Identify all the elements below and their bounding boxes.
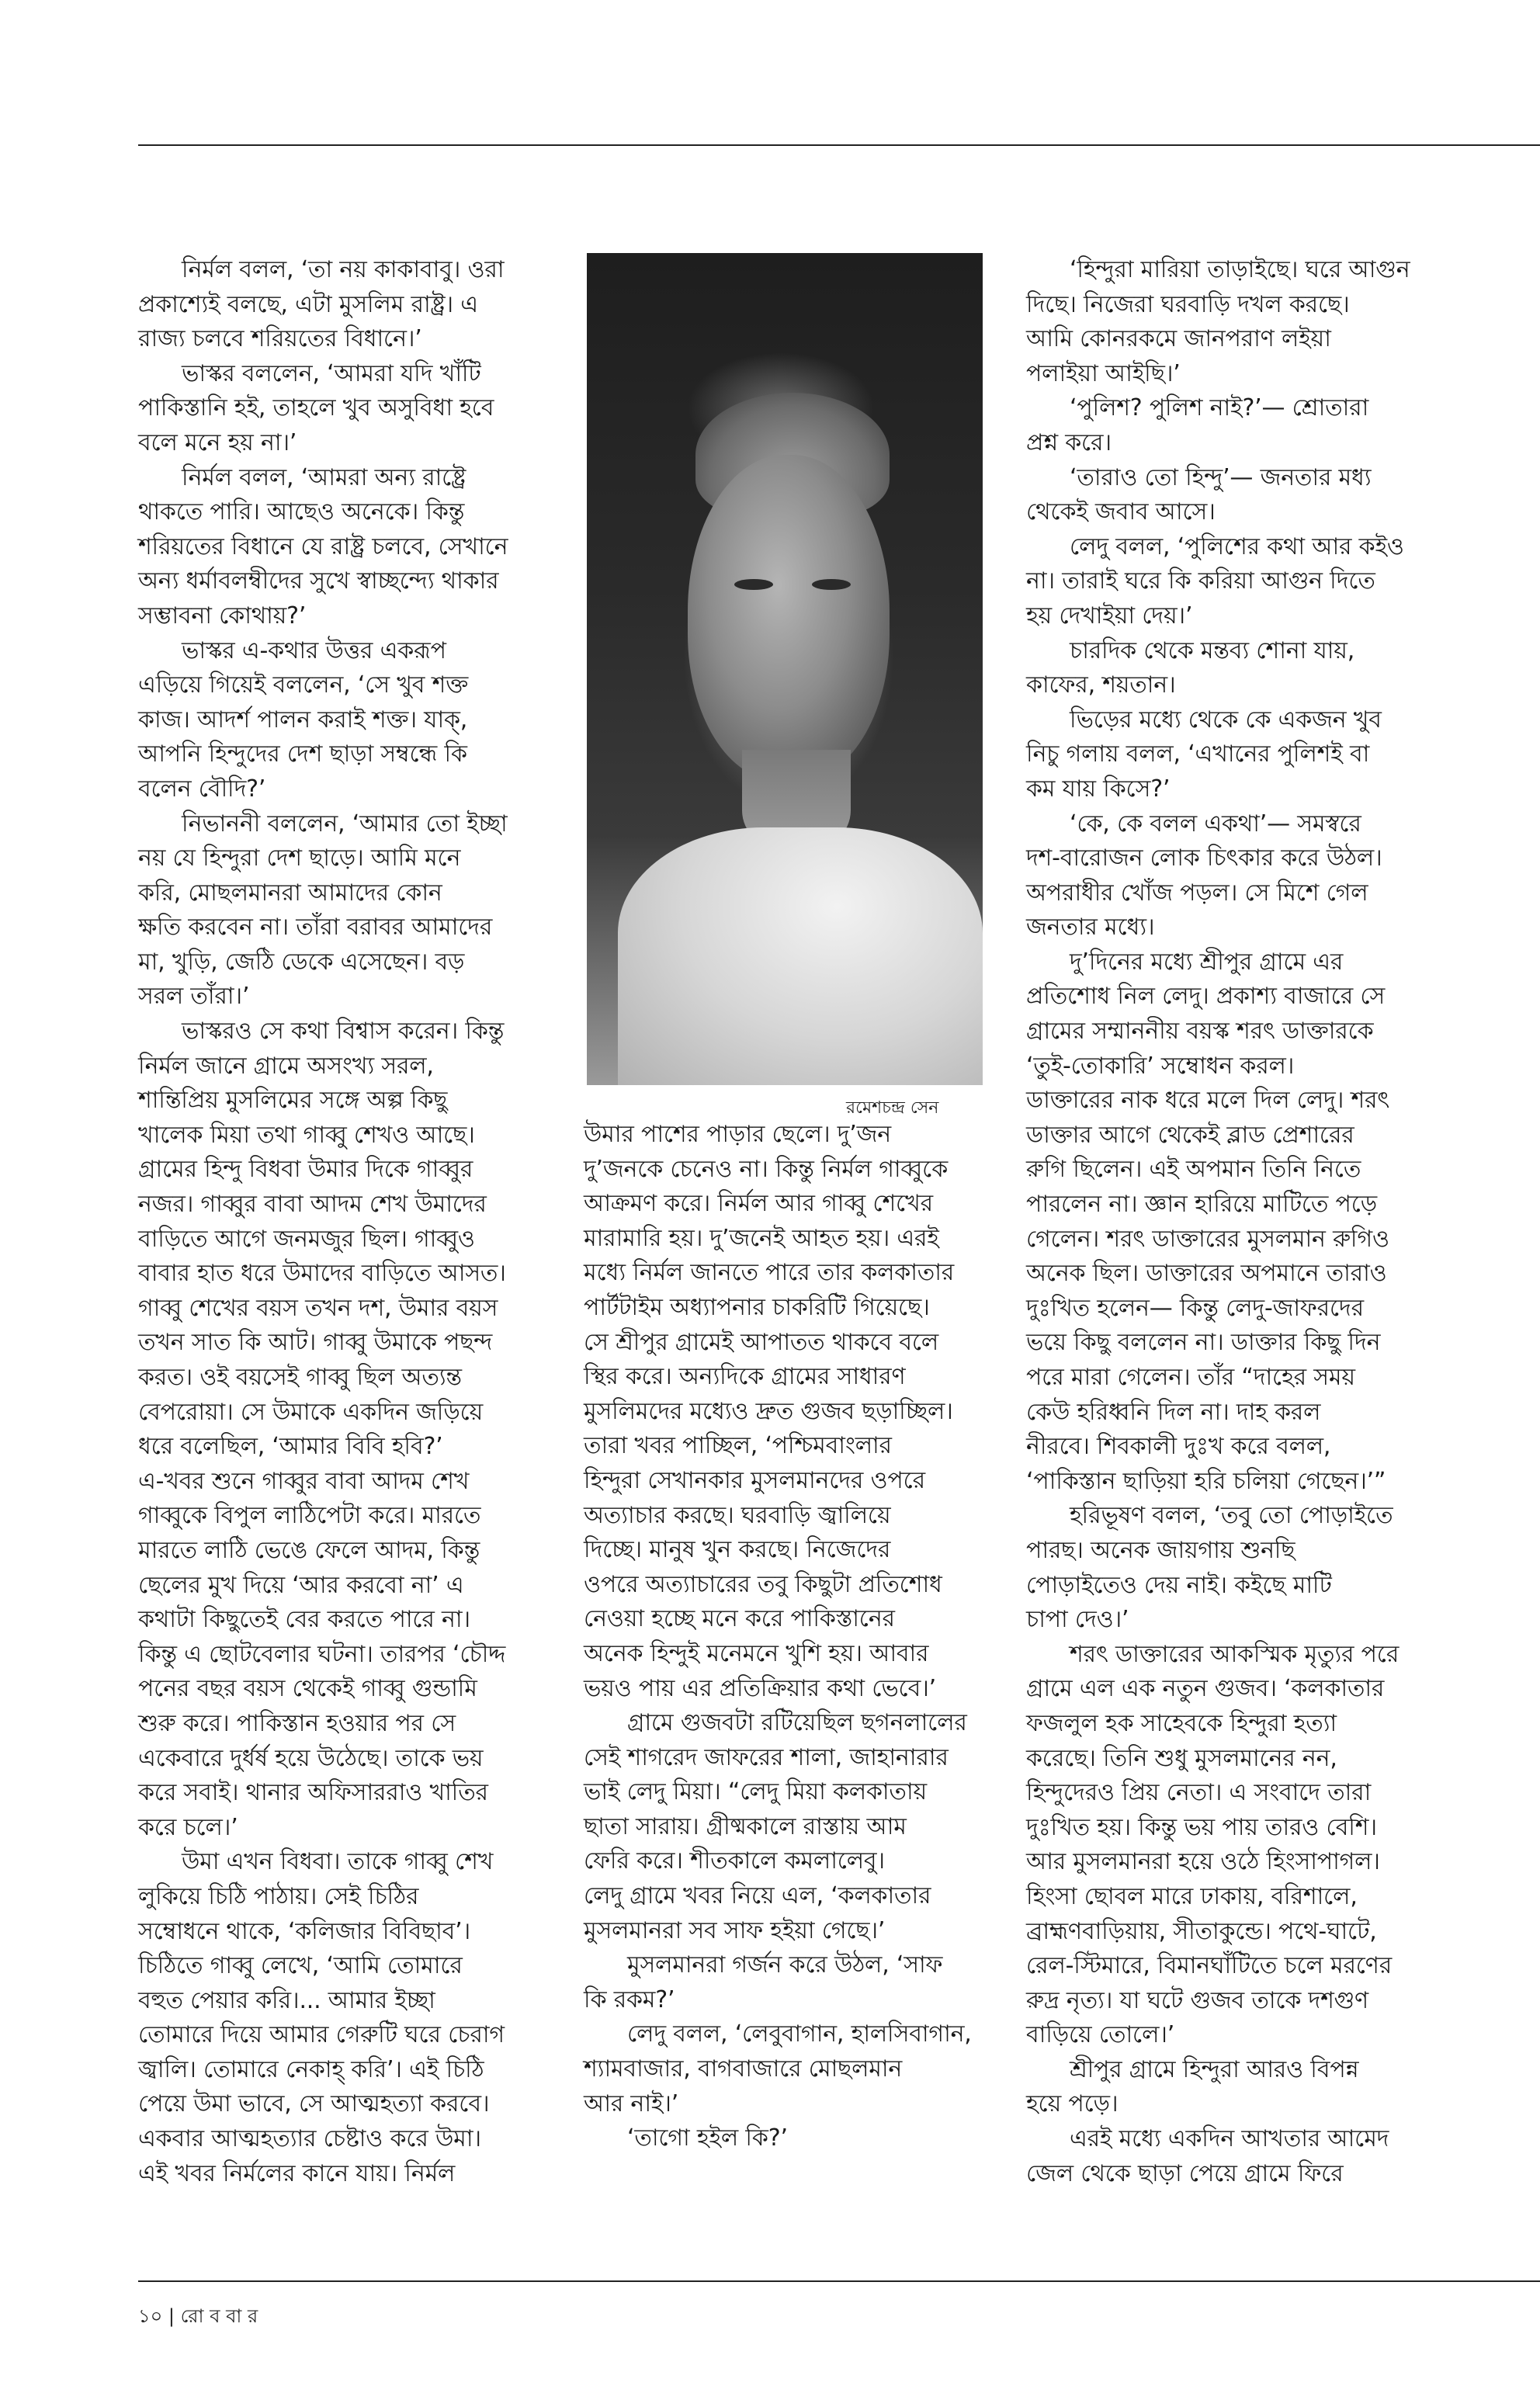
footer-separator: | [168,2305,175,2327]
text-line: রেল-স্টিমারে, বিমানঘাঁটিতে চলে মরণের [1026,1952,1393,1980]
text-line: নির্মল বলল, ‘আমরা অন্য রাষ্ট্রে [182,463,467,491]
text-line: রুগি ছিলেন। এই অপমান তিনি নিতে [1026,1156,1361,1184]
text-line: ছাতা সারায়। গ্রীষ্মকালে রাস্তায় আম [584,1812,907,1840]
text-line: বহুত পেয়ার করি।... আমার ইচ্ছা [138,1986,435,2014]
text-line: নির্মল জানে গ্রামে অসংখ্য সরল, [138,1052,434,1080]
text-line: থেকেই জবাব আসে। [1026,498,1216,526]
text-line: সে শ্রীপুর গ্রামেই আপাতত থাকবে বলে [584,1328,939,1356]
bottom-rule [138,2280,1540,2282]
text-line: ‘পুলিশ? পুলিশ নাই?’— শ্রোতারা [1070,394,1369,422]
text-line: চাপা দেও।’ [1026,1606,1129,1634]
text-line: করি, মোছলমানরা আমাদের কোন [138,879,442,907]
text-line: প্রকাশ্যেই বলছে, এটা মুসলিম রাষ্ট্র। এ [138,290,478,318]
text-line: কিন্তু এ ছোটবেলার ঘটনা। তারপর ‘চৌদ্দ [138,1640,506,1668]
text-line: অত্যাচার করছে। ঘরবাড়ি জ্বালিয়ে [584,1501,891,1529]
text-line: পলাইয়া আইছি।’ [1026,359,1181,387]
text-line: ‘পাকিস্তান ছাড়িয়া হরি চলিয়া গেছেন।’” [1026,1467,1386,1495]
text-line: ধরে বলেছিল, ‘আমার বিবি হবি?’ [138,1433,443,1461]
text-line: প্রতিশোধ নিল লেদু। প্রকাশ্য বাজারে সে [1026,983,1386,1011]
text-line: আক্রমণ করে। নির্মল আর গাব্বু শেখের [584,1190,933,1218]
article-column-middle [584,1118,980,2156]
text-line: নিচু গলায় বলল, ‘এখানের পুলিশই বা [1026,740,1370,768]
text-line: হিংসা ছোবল মারে ঢাকায়, বরিশালে, [1026,1882,1358,1910]
text-line: নজর। গাব্বুর বাবা আদম শেখ উমাদের [138,1191,487,1219]
text-line: জনতার মধ্যে। [1026,914,1155,942]
article-column-right [1026,253,1414,2191]
portrait-eye-left [734,579,773,590]
text-line: সম্বোধনে থাকে, ‘কলিজার বিবিছাব’। [138,1917,471,1945]
article-column-left [138,253,526,2191]
text-line: নয় যে হিন্দুরা দেশ ছাড়ে। আমি মনে [138,844,461,872]
text-line: হয় দেখাইয়া দেয়।’ [1026,602,1193,629]
text-line: এ-খবর শুনে গাব্বুর বাবা আদম শেখ [138,1467,470,1495]
text-line: গ্রামে এল এক নতুন গুজব। ‘কলকাতার [1026,1675,1385,1703]
text-line: মুসলমানরা গর্জন করে উঠল, ‘সাফ [627,1951,943,1979]
text-line: ভাস্কর বললেন, ‘আমরা যদি খাঁটি [182,359,481,387]
portrait-eye-right [812,579,851,590]
text-line: শ্রীপুর গ্রামে হিন্দুরা আরও বিপন্ন [1070,2055,1359,2083]
text-line: পার্টটাইম অধ্যাপনার চাকরিটি গিয়েছে। [584,1293,930,1321]
text-line: শান্তিপ্রিয় মুসলিমের সঙ্গে অল্প কিছু [138,1087,448,1115]
text-line: ভাই লেদু মিয়া। “লেদু মিয়া কলকাতায় [584,1778,927,1806]
text-line: করত। ওই বয়সেই গাব্বু ছিল অত্যন্ত [138,1364,462,1391]
text-line: আমি কোনরকমে জানপরাণ লইয়া [1026,325,1331,353]
text-line: বেপরোয়া। সে উমাকে একদিন জড়িয়ে [138,1398,484,1426]
text-line: ছেলের মুখ দিয়ে ‘আর করবো না’ এ [138,1571,464,1599]
text-line: ফজলুল হক সাহেবকে হিন্দুরা হত্যা [1026,1709,1337,1737]
text-line: হরিভূষণ বলল, ‘তবু তো পোড়াইতে [1070,1502,1393,1530]
text-line: বাড়িয়ে তোলে।’ [1026,2021,1175,2049]
text-line: দশ-বারোজন লোক চিৎকার করে উঠল। [1026,844,1382,872]
text-line: ‘তারাও তো হিন্দু’— জনতার মধ্য [1070,463,1372,491]
text-line: ফেরি করে। শীতকালে কমলালেবু। [584,1847,885,1875]
text-line: হিন্দুরা সেখানকার মুসলমানদের ওপরে [584,1466,925,1494]
text-line: মারতে লাঠি ভেঙে ফেলে আদম, কিন্তু [138,1536,480,1564]
text-line: দু’জনকে চেনেও না। কিন্তু নির্মল গাব্বুকে [584,1155,948,1183]
text-line: এরই মধ্যে একদিন আখতার আমেদ [1070,2125,1389,2153]
text-line: ভয়ে কিছু বললেন না। ডাক্তার কিছু দিন [1026,1329,1381,1357]
text-line: উমার পাশের পাড়ার ছেলে। দু’জন [584,1121,891,1148]
text-line: ভাস্করও সে কথা বিশ্বাস করেন। কিন্তু [182,1018,505,1046]
text-line: এড়িয়ে গিয়েই বললেন, ‘সে খুব শক্ত [138,671,469,699]
text-line: দিছে। নিজেরা ঘরবাড়ি দখল করছে। [1026,290,1350,318]
text-line: গ্রামের সম্মাননীয় বয়স্ক শরৎ ডাক্তারকে [1026,1018,1374,1046]
portrait-photo [587,253,983,1085]
text-line: চারদিক থেকে মন্তব্য শোনা যায়, [1070,636,1355,664]
text-line: ভাস্কর এ-কথার উত্তর একরূপ [182,636,446,664]
text-line: আর নাই।’ [584,2090,679,2117]
text-line: লুকিয়ে চিঠি পাঠায়। সেই চিঠির [138,1882,419,1910]
text-line: ব্রাহ্মণবাড়িয়ায়, সীতাকুন্ডে। পথে-ঘাটে, [1026,1917,1377,1945]
text-line: অন্য ধর্মাবলম্বীদের সুখে স্বাচ্ছন্দ্যে থাকার [138,567,499,595]
text-line: বলে মনে হয় না।’ [138,428,297,456]
text-line: বলেন বৌদি?’ [138,775,266,803]
text-line: ‘হিন্দুরা মারিয়া তাড়াইছে। ঘরে আগুন [1070,256,1410,283]
text-line: সেই শাগরেদ জাফরের শালা, জাহানারার [584,1743,949,1771]
text-line: শরৎ ডাক্তারের আকস্মিক মৃত্যুর পরে [1070,1640,1400,1668]
text-line: পারছ। অনেক জায়গায় শুনছি [1026,1536,1295,1564]
text-line: দুঃখিত হয়। কিন্তু ভয় পায় তারও বেশি। [1026,1813,1377,1841]
text-line: আপনি হিন্দুদের দেশ ছাড়া সম্বন্ধে কি [138,740,467,768]
text-line: দুঃখিত হলেন— কিন্তু লেদু-জাফরদের [1026,1294,1364,1322]
text-line: দু’দিনের মধ্যে শ্রীপুর গ্রামে এর [1070,948,1344,976]
text-line: মুসলমানরা সব সাফ হইয়া গেছে।’ [584,1916,886,1944]
text-line: পরে মারা গেলেন। তাঁর “দাহের সময় [1026,1364,1355,1391]
text-line: গ্রামের হিন্দু বিধবা উমার দিকে গাব্বুর [138,1156,473,1184]
text-line: নেওয়া হচ্ছে মনে করে পাকিস্তানের [584,1605,895,1633]
text-line: নীরবে। শিবকালী দুঃখ করে বলল, [1026,1433,1331,1461]
text-line: ক্ষতি করবেন না। তাঁরা বরাবর আমাদের [138,914,493,942]
text-line: লেদু গ্রামে খবর নিয়ে এল, ‘কলকাতার [584,1882,931,1910]
text-line: পারলেন না। জ্ঞান হারিয়ে মাটিতে পড়ে [1026,1191,1377,1219]
text-line: দিচ্ছে। মানুষ খুন করছে। নিজেদের [584,1536,891,1564]
text-line: মারামারি হয়। দু’জনেই আহত হয়। এরই [584,1224,939,1252]
text-line: ‘তাগো হইল কি?’ [627,2124,788,2152]
text-line: তোমারে দিয়ে আমার গেরুটি ঘরে চেরাগ [138,2021,505,2049]
text-line: ভয়ও পায় এর প্রতিক্রিয়ার কথা ভেবে।’ [584,1674,936,1702]
text-line: মা, খুড়ি, জেঠি ডেকে এসেছেন। বড় [138,948,465,976]
text-line: অনেক হিন্দুই মনেমনে খুশি হয়। আবার [584,1639,929,1667]
text-line: অনেক ছিল। ডাক্তারের অপমানে তারাও [1026,1260,1387,1288]
text-line: লেদু বলল, ‘পুলিশের কথা আর কইও [1070,532,1404,560]
text-line: ভিড়ের মধ্যে থেকে কে একজন খুব [1070,706,1382,734]
text-line: স্থির করে। অন্যদিকে গ্রামের সাধারণ [584,1363,906,1391]
text-line: অপরাধীর খোঁজ পড়ল। সে মিশে গেল [1026,879,1368,907]
text-line: করে চলে।’ [138,1813,238,1841]
text-line: সম্ভাবনা কোথায়?’ [138,602,307,629]
text-line: জ্বালি। তোমারে নেকাহ্‌ করি’। এই চিঠি [138,2055,484,2083]
text-line: ডাক্তার আগে থেকেই ব্লাড প্রেশারের [1026,1121,1354,1149]
text-line: গাব্বুকে বিপুল লাঠিপেটা করে। মারতে [138,1502,481,1530]
text-line: রাজ্য চলবে শরিয়তের বিধানে।’ [138,325,422,353]
text-line: পনের বছর বয়স থেকেই গাব্বু গুন্ডামি [138,1675,477,1703]
text-line: পোড়াইতেও দেয় নাই। কইছে মাটি [1026,1571,1332,1599]
text-line: কেউ হরিধ্বনি দিল না। দাহ করল [1026,1398,1321,1426]
text-line: কি রকম?’ [584,1985,675,2013]
text-line: ‘তুই-তোকারি’ সম্বোধন করল। [1026,1052,1295,1080]
text-line: সরল তাঁরা।’ [138,983,250,1011]
text-line: একেবারে দুর্ধর্ষ হয়ে উঠেছে। তাকে ভয় [138,1744,484,1772]
text-line: ‘কে, কে বলল একথা’— সমস্বরে [1070,810,1361,838]
text-line: না। তারাই ঘরে কি করিয়া আগুন দিতে [1026,567,1375,595]
photo-caption: রমেশচন্দ্র সেন [846,1098,939,1118]
page-number: ১০ [138,2305,163,2327]
text-line: চিঠিতে গাব্বু লেখে, ‘আমি তোমারে [138,1952,463,1980]
text-line: একবার আত্মহত্যার চেষ্টাও করে উমা। [138,2125,481,2153]
text-line: হয়ে পড়ে। [1026,2090,1119,2118]
text-line: কাফের, শয়তান। [1026,671,1176,699]
text-line: নির্মল বলল, ‘তা নয় কাকাবাবু। ওরা [182,256,505,283]
text-line: ওপরে অত্যাচারের তবু কিছুটা প্রতিশোধ [584,1570,942,1598]
text-line: আর মুসলমানরা হয়ে ওঠে হিংসাপাগল। [1026,1848,1380,1876]
text-line: উমা এখন বিধবা। তাকে গাব্বু শেখ [182,1848,494,1876]
text-line: করেছে। তিনি শুধু মুসলমানের নন, [1026,1744,1337,1772]
top-rule [138,144,1540,146]
text-line: মধ্যে নির্মল জানতে পারে তার কলকাতার [584,1259,955,1287]
text-line: পেয়ে উমা ভাবে, সে আত্মহত্যা করবে। [138,2090,490,2118]
text-line: শুরু করে। পাকিস্তান হওয়ার পর সে [138,1709,456,1737]
text-line: বাড়িতে আগে জনমজুর ছিল। গাব্বুও [138,1225,475,1253]
text-line: হিন্দুদেরও প্রিয় নেতা। এ সংবাদে তারা [1026,1779,1372,1807]
text-line: শ্যামবাজার, বাগবাজারে মোছলমান [584,2055,903,2083]
text-line: কথাটা কিছুতেই বের করতে পারে না। [138,1606,470,1634]
text-line: তারা খবর পাচ্ছিল, ‘পশ্চিমবাংলার [584,1432,892,1460]
text-line: ডাক্তারের নাক ধরে মলে দিল লেদু। শরৎ [1026,1087,1390,1115]
text-line: নিভাননী বললেন, ‘আমার তো ইচ্ছা [182,810,508,838]
text-line: কম যায় কিসে?’ [1026,775,1171,803]
text-line: মুসলিমদের মধ্যেও দ্রুত গুজব ছড়াচ্ছিল। [584,1397,953,1425]
text-line: তখন সাত কি আট। গাব্বু উমাকে পছন্দ [138,1329,493,1357]
text-line: রুদ্র নৃত্য। যা ঘটে গুজব তাকে দশগুণ [1026,1986,1368,2014]
text-line: পাকিস্তানি হই, তাহলে খুব অসুবিধা হবে [138,394,494,422]
text-line: থাকতে পারি। আছেও অনেকে। কিন্তু [138,498,465,526]
text-line: কাজ। আদর্শ পালন করাই শক্ত। যাক্‌, [138,706,468,734]
text-line: এই খবর নির্মলের কানে যায়। নির্মল [138,2159,456,2187]
text-line: জেল থেকে ছাড়া পেয়ে গ্রামে ফিরে [1026,2159,1344,2187]
text-line: শরিয়তের বিধানে যে রাষ্ট্র চলবে, সেখানে [138,532,508,560]
portrait-face [688,455,890,781]
text-line: করে সবাই। থানার অফিসাররাও খাতির [138,1779,488,1807]
text-line: প্রশ্ন করে। [1026,428,1112,456]
text-line: বাবার হাত ধরে উমাদের বাড়িতে আসত। [138,1260,506,1288]
text-line: গ্রামে গুজবটা রটিয়েছিল ছগনলালের [627,1709,967,1737]
text-line: গাব্বু শেখের বয়স তখন দশ, উমার বয়স [138,1294,498,1322]
text-line: খালেক মিয়া তথা গাব্বু শেখও আছে। [138,1121,475,1149]
portrait-shirt [618,827,983,1085]
page-footer [138,2302,258,2333]
text-line: লেদু বলল, ‘লেবুবাগান, হালসিবাগান, [627,2020,972,2048]
publication-name: রো ব বা র [180,2305,258,2327]
text-line: গেলেন। শরৎ ডাক্তারের মুসলমান রুগিও [1026,1225,1389,1253]
